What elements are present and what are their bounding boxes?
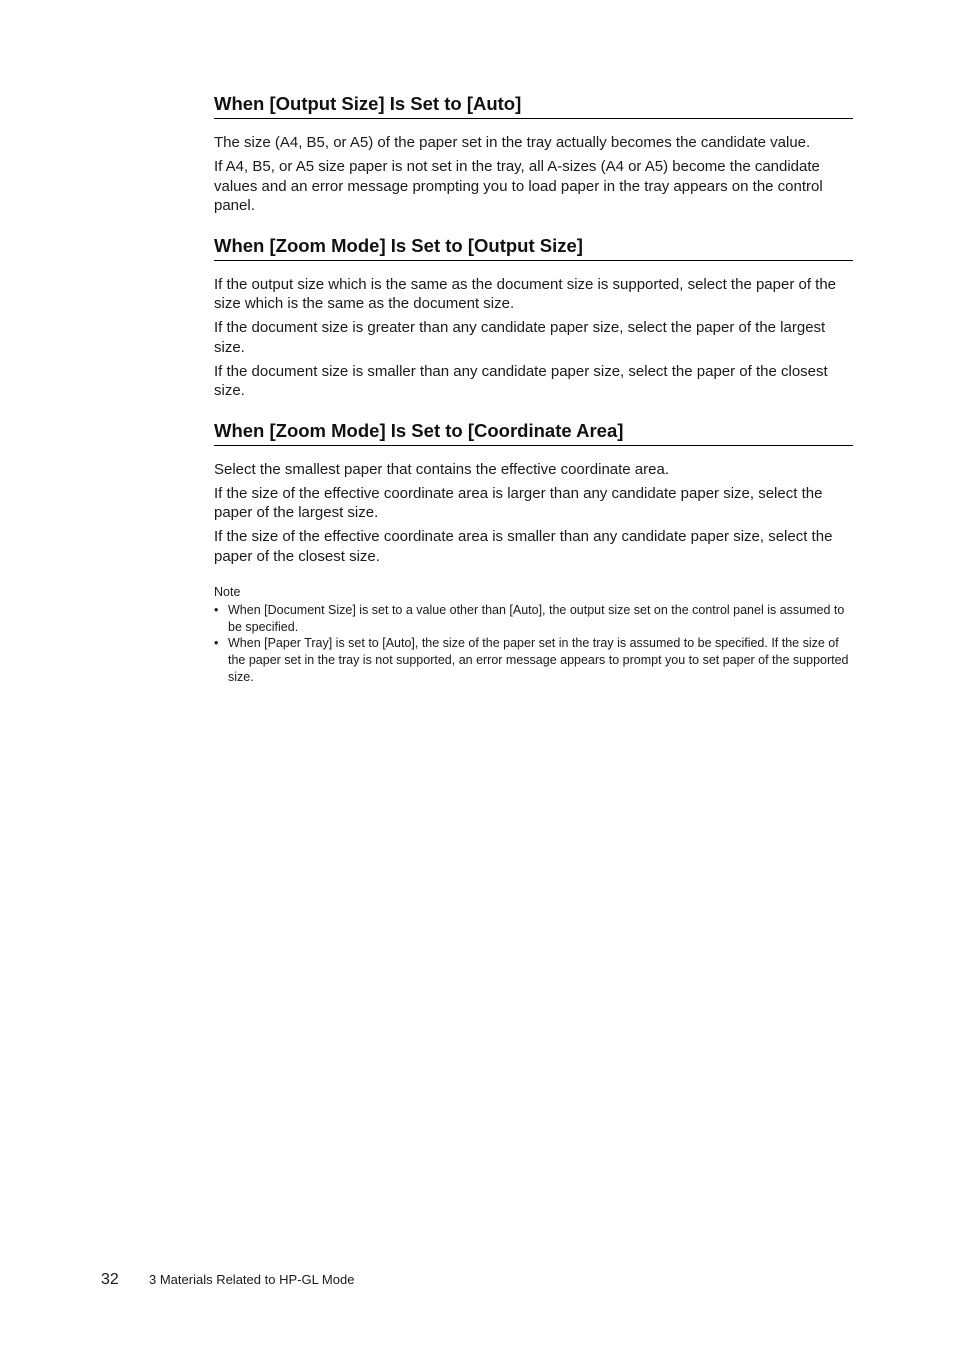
section-zoom-mode-output-size (214, 234, 853, 401)
note-item-text: When [Document Size] is set to a value other than [Auto], the output size set on the control panel is assumed to be specified. (228, 602, 845, 634)
section-output-size-auto (214, 92, 853, 216)
page-content (214, 92, 853, 686)
paragraph: If the size of the effective coordinate area is larger than any candidate paper size, select the paper of the largest size. (214, 484, 823, 521)
paragraph: If the size of the effective coordinate area is smaller than any candidate paper size, select the paper of the closest size. (214, 528, 833, 565)
section-zoom-mode-coordinate-area (214, 419, 853, 567)
page-number: 32 (101, 1271, 119, 1288)
section-heading: When [Zoom Mode] Is Set to [Coordinate Area] (214, 419, 853, 446)
paragraph: The size (A4, B5, or A5) of the paper set in the tray actually becomes the candidate value. (214, 134, 811, 151)
chapter-title: 3 Materials Related to HP-GL Mode (149, 1272, 355, 1287)
paragraph: If A4, B5, or A5 size paper is not set in the tray, all A-sizes (A4 or A5) become the candidate values and an error message prompting you to load paper in the tray appears on the control panel. (214, 158, 823, 214)
note-item-text: When [Paper Tray] is set to [Auto], the size of the paper set in the tray is assumed to be specified. If the size of the paper set in the tray is not supported, an error message appears to prompt you to set paper of the supported size. (228, 636, 849, 684)
bullet-icon: • (214, 636, 219, 651)
note-list (214, 602, 853, 686)
section-heading: When [Zoom Mode] Is Set to [Output Size] (214, 234, 853, 261)
paragraph: If the document size is greater than any candidate paper size, select the paper of the largest size. (214, 319, 826, 356)
page-footer (101, 1271, 354, 1289)
note-block (214, 584, 853, 686)
paragraph: Select the smallest paper that contains the effective coordinate area. (214, 460, 669, 478)
note-item (214, 635, 853, 685)
paragraph: If the output size which is the same as the document size is supported, select the paper of the size which is the same as the document size. (214, 275, 837, 312)
note-title: Note (214, 585, 241, 599)
paragraph: If the document size is smaller than any candidate paper size, select the paper of the closest size. (214, 362, 828, 399)
bullet-icon: • (214, 602, 219, 617)
section-heading: When [Output Size] Is Set to [Auto] (214, 92, 853, 119)
note-item (214, 602, 853, 636)
